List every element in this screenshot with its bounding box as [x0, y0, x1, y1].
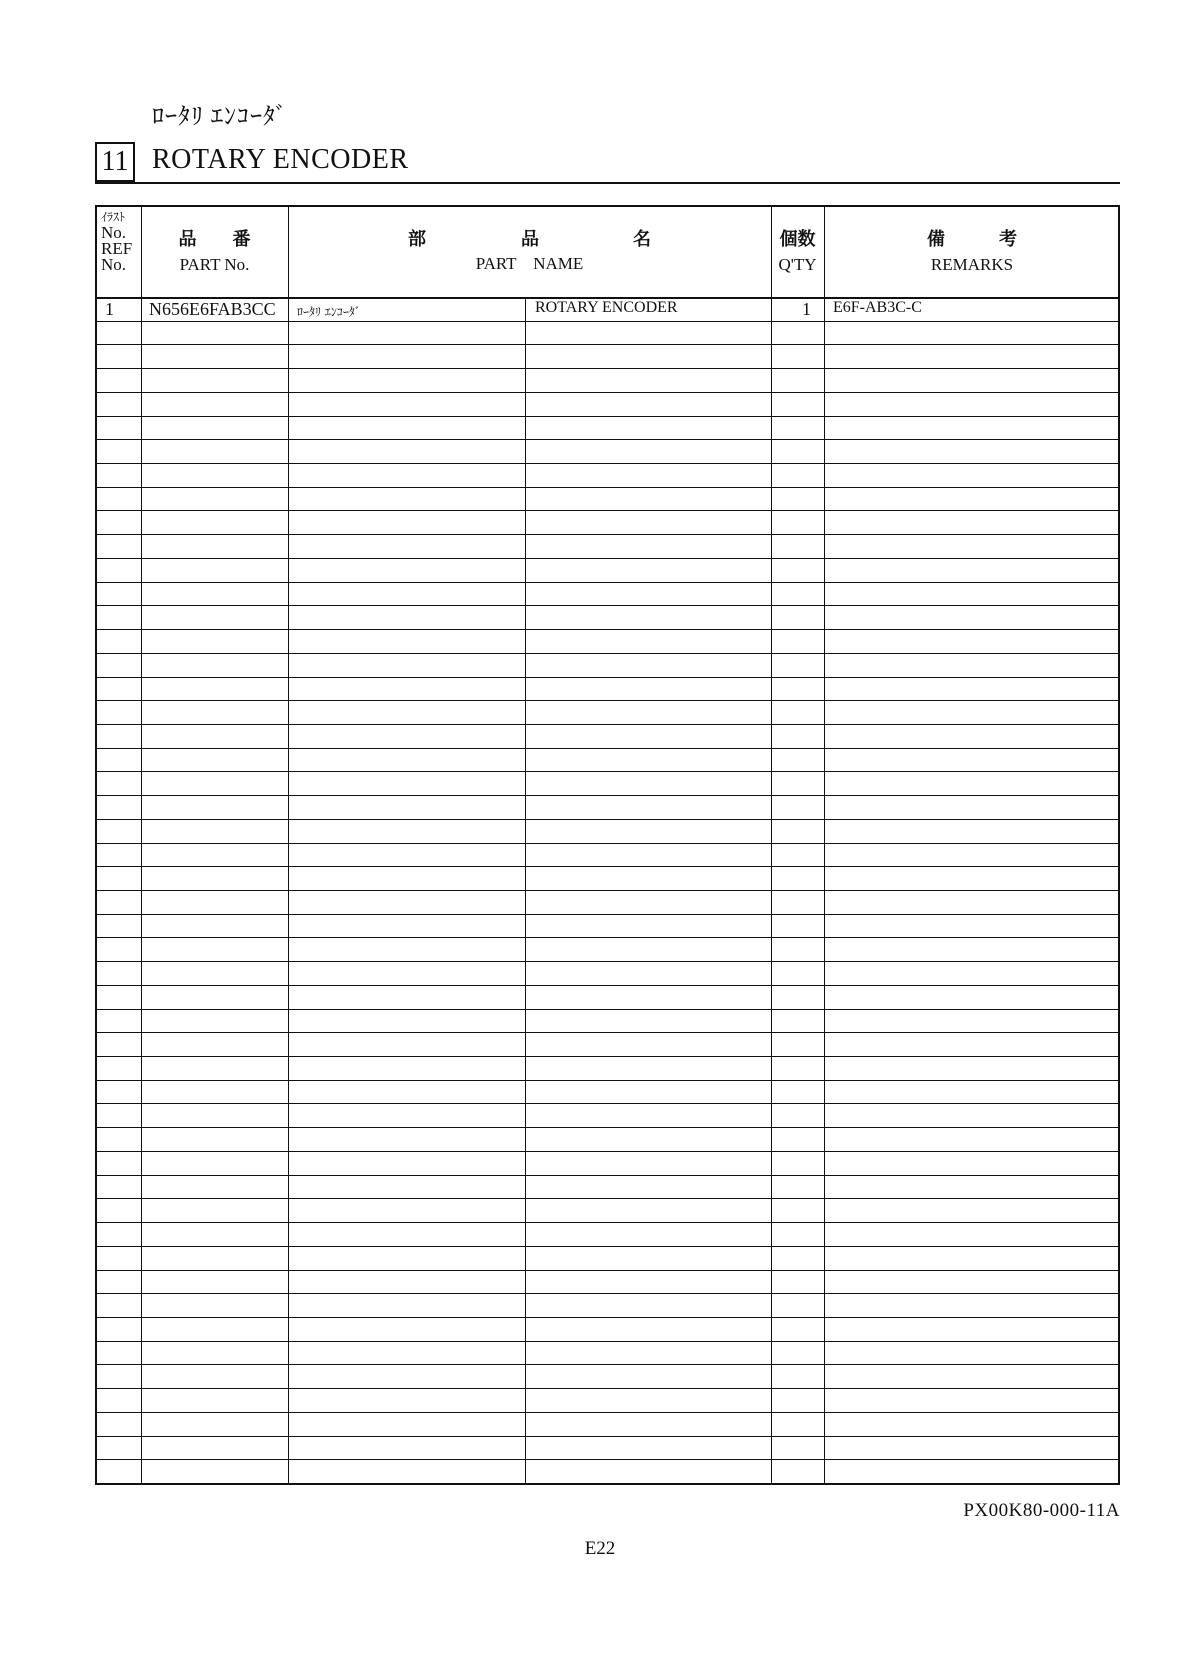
row-rule	[97, 1056, 1118, 1057]
part-name-en: PART NAME	[475, 254, 584, 273]
qty-en: Q'TY	[778, 255, 817, 274]
row-rule	[97, 1436, 1118, 1437]
row-rule	[97, 961, 1118, 962]
remarks-jp: 備 考	[927, 229, 1017, 250]
row-rule	[97, 914, 1118, 915]
row-rule	[97, 843, 1118, 844]
row-rule	[97, 1032, 1118, 1033]
row-rule	[97, 724, 1118, 725]
row-rule	[97, 629, 1118, 630]
row-rule	[97, 1222, 1118, 1223]
ref-no-label: No.	[101, 223, 127, 242]
row-rule	[97, 558, 1118, 559]
row-remarks: E6F-AB3C-C	[833, 299, 922, 316]
row-rule	[97, 1412, 1118, 1413]
part-name-header	[288, 207, 771, 297]
qty-jp: 個数	[779, 229, 816, 250]
document-number: PX00K80-000-11A	[963, 1500, 1120, 1521]
part-name-jp-3: 名	[633, 229, 651, 250]
page-number: E22	[584, 1538, 616, 1559]
row-rule	[97, 890, 1118, 891]
col-divider	[288, 207, 289, 1483]
row-rule	[97, 1246, 1118, 1247]
row-rule	[97, 321, 1118, 322]
row-name-jp: ﾛｰﾀﾘ ｴﾝｺｰﾀﾞ	[297, 305, 361, 319]
col-divider	[771, 207, 772, 1483]
ref-ref-label: REF	[101, 239, 133, 258]
row-rule	[97, 416, 1118, 417]
row-ref: 1	[105, 299, 114, 319]
row-rule	[97, 487, 1118, 488]
row-rule	[97, 463, 1118, 464]
part-name-jp-2: 品	[521, 229, 539, 250]
row-rule	[97, 677, 1118, 678]
kana-section-title: ﾛｰﾀﾘ ｴﾝｺｰﾀﾞ	[152, 104, 288, 130]
row-rule	[97, 1080, 1118, 1081]
row-qty: 1	[802, 299, 811, 319]
row-rule	[97, 653, 1118, 654]
title-underline	[95, 182, 1120, 184]
col-divider	[141, 207, 142, 1483]
remarks-en: REMARKS	[930, 255, 1014, 274]
row-rule	[97, 534, 1118, 535]
row-rule	[97, 344, 1118, 345]
row-part-no: N656E6FAB3CC	[149, 299, 276, 319]
row-rule	[97, 866, 1118, 867]
row-rule	[97, 605, 1118, 606]
row-rule	[97, 1364, 1118, 1365]
row-rule	[97, 392, 1118, 393]
row-rule	[97, 510, 1118, 511]
row-name-en: ROTARY ENCODER	[535, 299, 678, 316]
col-divider	[824, 207, 825, 1483]
part-name-jp-1: 部	[408, 229, 426, 250]
section-number-box: 11	[95, 142, 135, 182]
row-rule	[97, 985, 1118, 986]
row-rule	[97, 1127, 1118, 1128]
row-rule	[97, 1270, 1118, 1271]
row-rule	[97, 795, 1118, 796]
parts-table	[95, 205, 1120, 1485]
ref-jp-label: ｲﾗｽﾄ	[101, 210, 126, 224]
row-rule	[97, 439, 1118, 440]
remarks-header	[824, 207, 1120, 297]
row-rule	[97, 1459, 1118, 1460]
section-title: ROTARY ENCODER	[152, 144, 409, 175]
row-rule	[97, 700, 1118, 701]
row-rule	[97, 1175, 1118, 1176]
ref-no2-label: No.	[101, 255, 127, 274]
row-rule	[97, 1103, 1118, 1104]
row-rule	[97, 771, 1118, 772]
row-rule	[97, 1198, 1118, 1199]
part-no-jp: 品 番	[178, 229, 251, 250]
row-rule	[97, 937, 1118, 938]
row-rule	[97, 1151, 1118, 1152]
part-no-en: PART No.	[179, 255, 250, 274]
ref-no-header	[101, 209, 141, 273]
row-rule	[97, 368, 1118, 369]
row-rule	[97, 1009, 1118, 1010]
row-rule	[97, 1293, 1118, 1294]
row-rule	[97, 819, 1118, 820]
row-rule	[97, 748, 1118, 749]
qty-header	[771, 207, 824, 297]
part-no-header	[141, 207, 288, 297]
row-rule	[97, 1388, 1118, 1389]
row-rule	[97, 582, 1118, 583]
row-rule	[97, 1317, 1118, 1318]
row-rule	[97, 1341, 1118, 1342]
